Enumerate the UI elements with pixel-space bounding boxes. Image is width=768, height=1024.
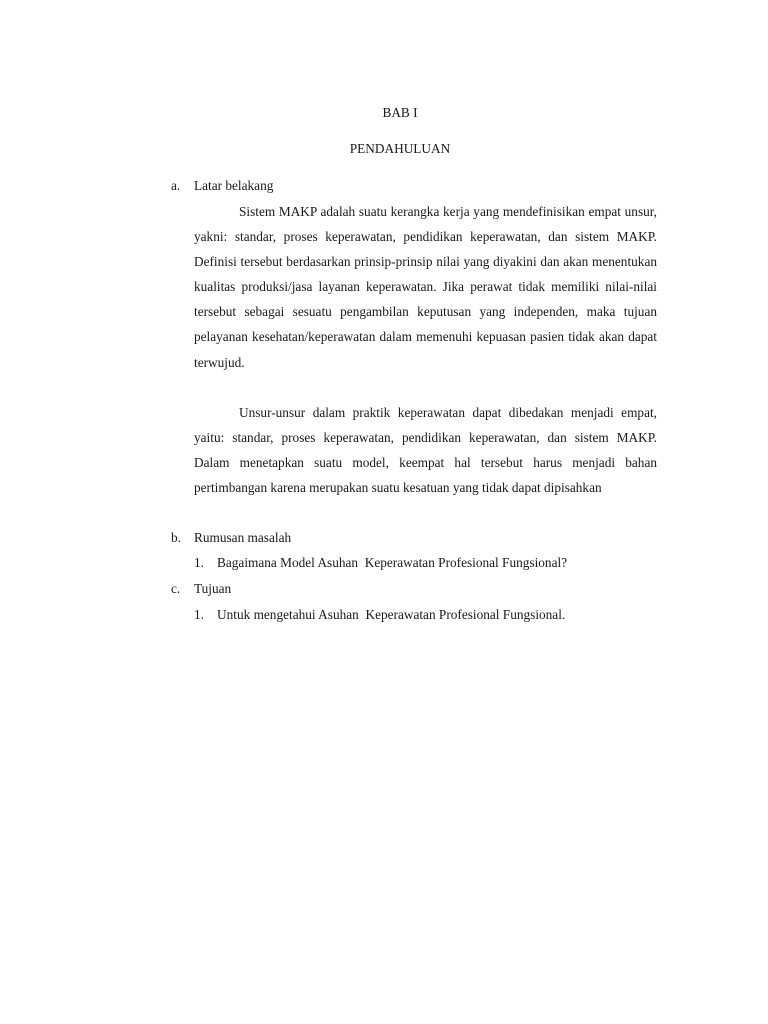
section-heading-rumusan-masalah <box>171 530 291 546</box>
paragraph-text: Sistem MAKP adalah suatu kerangka kerja yang mendefinisikan empat unsur, yakni: standar, proses keperawatan, pendidikan keperawatan, dan sistem MAKP. Definisi tersebut berdasarkan prinsip-prinsip nilai yang diyakini dan akan menentukan kualitas produksi/jasa layanan keperawatan. Jika perawat tidak memiliki nilai-nilai tersebut sebagai sesuatu pengambilan keputusan yang independen, maka tujuan pelayanan kesehatan/keperawatan dalam memenuhi kepuasan pasien tidak akan dapat terwujud. <box>194 204 657 370</box>
section-letter: a. <box>171 178 181 193</box>
section-title: Rumusan masalah <box>194 530 292 545</box>
section-letter: c. <box>171 581 181 596</box>
paragraph-2 <box>194 400 657 500</box>
chapter-title: PENDAHULUAN <box>349 141 451 156</box>
list-item <box>194 607 565 623</box>
list-text: Bagaimana Model Asuhan Keperawatan Profesional Fungsional? <box>217 555 568 570</box>
section-title: Latar belakang <box>194 178 274 193</box>
paragraph-text: Unsur-unsur dalam praktik keperawatan dapat dibedakan menjadi empat, yaitu: standar, proses keperawatan, pendidikan keperawatan, dan sistem MAKP. Dalam menetapkan suatu model, keempat hal tersebut harus menjadi bahan pertimbangan karena merupakan suatu kesatuan yang tidak dapat dipisahkan <box>194 405 657 496</box>
section-heading-tujuan <box>171 581 231 597</box>
paragraph-1 <box>194 199 657 375</box>
section-letter: b. <box>171 530 181 545</box>
section-title: Tujuan <box>194 581 232 596</box>
list-item <box>194 555 567 571</box>
section-heading-latar-belakang <box>171 178 273 194</box>
chapter-number: BAB I <box>382 105 418 120</box>
list-number: 1. <box>194 607 204 622</box>
list-text: Untuk mengetahui Asuhan Keperawatan Profesional Fungsional. <box>217 607 566 622</box>
list-number: 1. <box>194 555 204 570</box>
